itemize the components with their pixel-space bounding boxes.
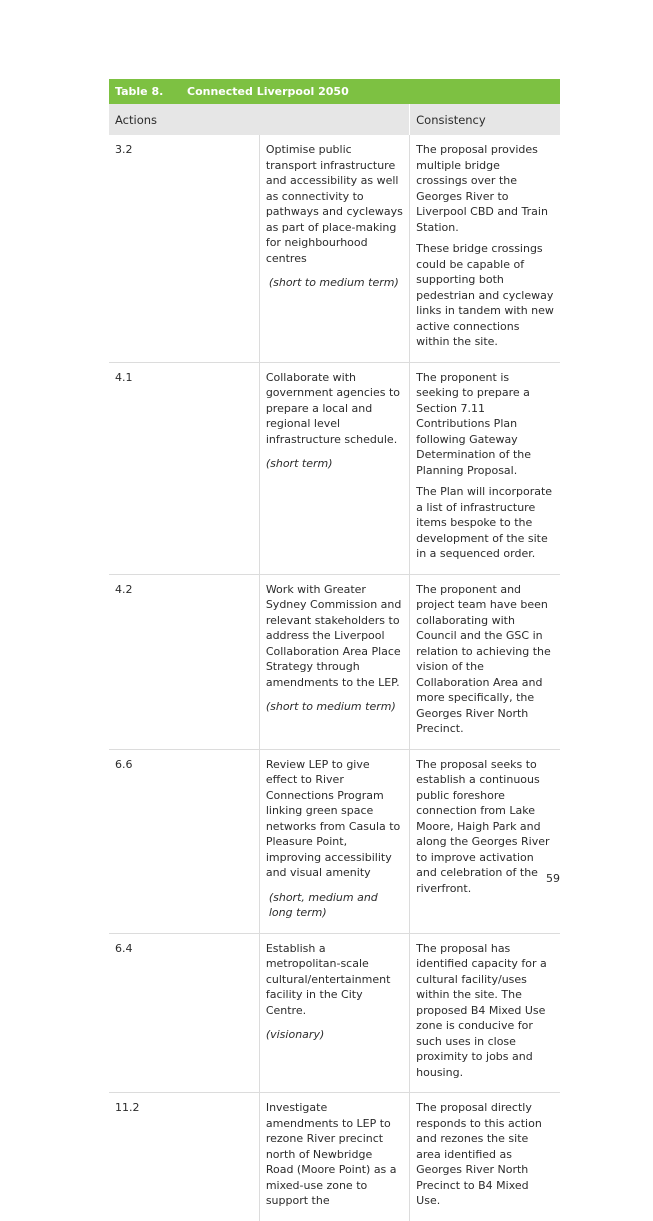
consistency-text: The proponent and project team have been collaborating with Council and the GSC in relation to achieving the vision of the Collaboration Area and more specifically, the Georges River North Precinct. <box>416 582 551 735</box>
table-row <box>109 362 560 574</box>
action-cell <box>259 749 409 933</box>
action-number: 4.1 <box>109 362 259 574</box>
consistency-text: The proponent is seeking to prepare a Section 7.11 Contributions Plan following Gateway Determination of the Planning Proposal. <box>416 370 532 477</box>
header-consistency: Consistency <box>416 112 486 127</box>
table-row <box>109 1093 560 1221</box>
consistency-text: The proposal provides multiple bridge crossings over the Georges River to Liverpool CBD and Train Station. <box>416 143 548 234</box>
consistency-text: These bridge crossings could be capable of supporting both pedestrian and cycleway links in tandem with new active connections within the site. <box>416 242 554 348</box>
header-actions: Actions <box>109 104 410 135</box>
consistency-cell <box>410 574 560 749</box>
action-timing: (short to medium term) <box>265 700 396 713</box>
consistency-text: The Plan will incorporate a list of infrastructure items bespoke to the development of the site in a sequenced order. <box>416 485 553 560</box>
table-header-row <box>109 104 560 135</box>
table-row <box>109 574 560 749</box>
connected-liverpool-table <box>109 79 560 1221</box>
action-text: Optimise public transport infrastructure and accessibility as well as connectivity to pathways and cycleways as part of place-making for neighbourhood centres <box>265 143 403 265</box>
action-number: 11.2 <box>109 1093 259 1221</box>
action-timing: (short to medium term) <box>268 276 399 289</box>
action-text: Collaborate with government agencies to prepare a local and regional level infrastructure schedule. <box>265 370 400 446</box>
consistency-text: The proposal directly responds to this action and rezones the site area identified as Georges River North Precinct to B4 Mixed Use. <box>416 1101 542 1207</box>
action-cell <box>259 1093 409 1221</box>
action-cell <box>259 933 409 1093</box>
consistency-cell <box>410 1093 560 1221</box>
action-cell <box>259 362 409 574</box>
page-number: 59 <box>546 872 560 885</box>
action-number: 4.2 <box>109 574 259 749</box>
action-timing: (short term) <box>265 457 333 470</box>
action-number: 3.2 <box>109 135 259 362</box>
table-title-row <box>109 79 560 104</box>
consistency-text: The proposal seeks to establish a continuous public foreshore connection from Lake Moore, Haigh Park and along the Georges River to improve activation and celebration of the riverfront. <box>416 757 550 895</box>
table-row <box>109 135 560 362</box>
action-cell <box>259 574 409 749</box>
action-text: Work with Greater Sydney Commission and relevant stakeholders to address the Liverpool Collaboration Area Place Strategy through amendments to the LEP. <box>265 582 402 689</box>
table-title <box>109 79 560 104</box>
action-cell <box>259 135 409 362</box>
consistency-cell <box>410 749 560 933</box>
action-number: 6.6 <box>109 749 259 933</box>
table-row <box>109 749 560 933</box>
action-text: Review LEP to give effect to River Connections Program linking green space networks from Casula to Pleasure Point, improving accessibility and visual amenity <box>265 757 401 879</box>
action-timing: (visionary) <box>265 1028 325 1041</box>
table-title-text: Connected Liverpool 2050 <box>187 85 349 98</box>
consistency-cell <box>410 362 560 574</box>
table-row <box>109 933 560 1093</box>
action-number: 6.4 <box>109 933 259 1093</box>
table-number: Table 8. <box>115 85 164 98</box>
consistency-text: The proposal has identified capacity for a cultural facility/uses within the site. The proposed B4 Mixed Use zone is conducive for such uses in close proximity to jobs and housing. <box>416 941 547 1079</box>
action-text: Establish a metropolitan-scale cultural/entertainment facility in the City Centre. <box>265 941 391 1017</box>
consistency-cell <box>410 135 560 362</box>
action-timing: (short, medium and long term) <box>268 890 378 919</box>
action-text: Investigate amendments to LEP to rezone River precinct north of Newbridge Road (Moore Point) as a mixed-use zone to support the <box>265 1101 397 1207</box>
consistency-cell <box>410 933 560 1093</box>
